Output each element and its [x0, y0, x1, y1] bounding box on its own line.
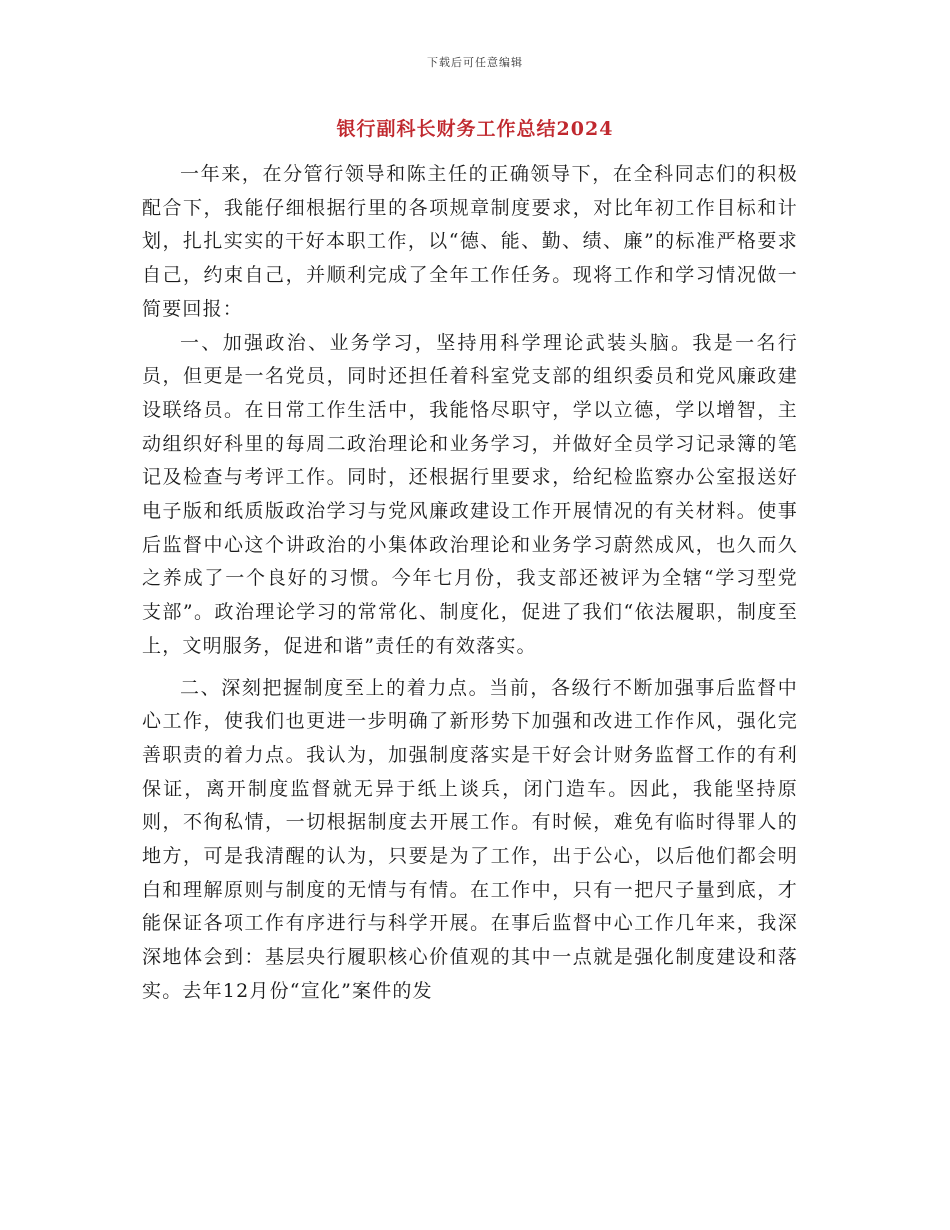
paragraph-section-2: 二、深刻把握制度至上的着力点。当前，各级行不断加强事后监督中心工作，使我们也更进一步明确了新形势下加强和改进工作作风，强化完善职责的着力点。我认为，加强制度落实是干好会计财务监督工作的有利保证，离开制度监督就无异于纸上谈兵，闭门造车。因此，我能坚持原则，不徇私情，一切根据制度去开展工作。有时候，难免有临时得罪人的地方，可是我清醒的认为，只要是为了工作，出于公心，以后他们都会明白和理解原则与制度的无情与有情。在工作中，只有一把尺子量到底，才能保证各项工作有序进行与科学开展。在事后监督中心工作几年来，我深深地体会到：基层央行履职核心价值观的其中一点就是强化制度建设和落实。去年12月份“宣化”案件的发	[142, 676, 798, 1002]
document-body	[142, 158, 798, 1009]
paragraph-section-1: 一、加强政治、业务学习，坚持用科学理论武装头脑。我是一名行员，但更是一名党员，同时还担任着科室党支部的组织委员和党风廉政建设联络员。在日常工作生活中，我能恪尽职守，学以立德，学以增智，主动组织好科里的每周二政治理论和业务学习，并做好全员学习记录簿的笔记及检查与考评工作。同时，还根据行里要求，给纪检监察办公室报送好电子版和纸质版政治学习与党风廉政建设工作开展情况的有关材料。使事后监督中心这个讲政治的小集体政治理论和业务学习蔚然成风，也久而久之养成了一个良好的习惯。今年七月份，我支部还被评为全辖“学习型党支部”。政治理论学习的常常化、制度化，促进了我们“依法履职，制度至上，文明服务，促进和谐”责任的有效落实。	[142, 331, 798, 657]
page-header-note: 下载后可任意编辑	[427, 56, 523, 69]
paragraph-intro: 一年来，在分管行领导和陈主任的正确领导下，在全科同志们的积极配合下，我能仔细根据行里的各项规章制度要求，对比年初工作目标和计划，扎扎实实的干好本职工作，以“德、能、勤、绩、廉”的标准严格要求自己，约束自己，并顺利完成了全年工作任务。现将工作和学习情况做一简要回报：	[142, 163, 798, 320]
document-title: 银行副科长财务工作总结2024	[336, 118, 614, 140]
